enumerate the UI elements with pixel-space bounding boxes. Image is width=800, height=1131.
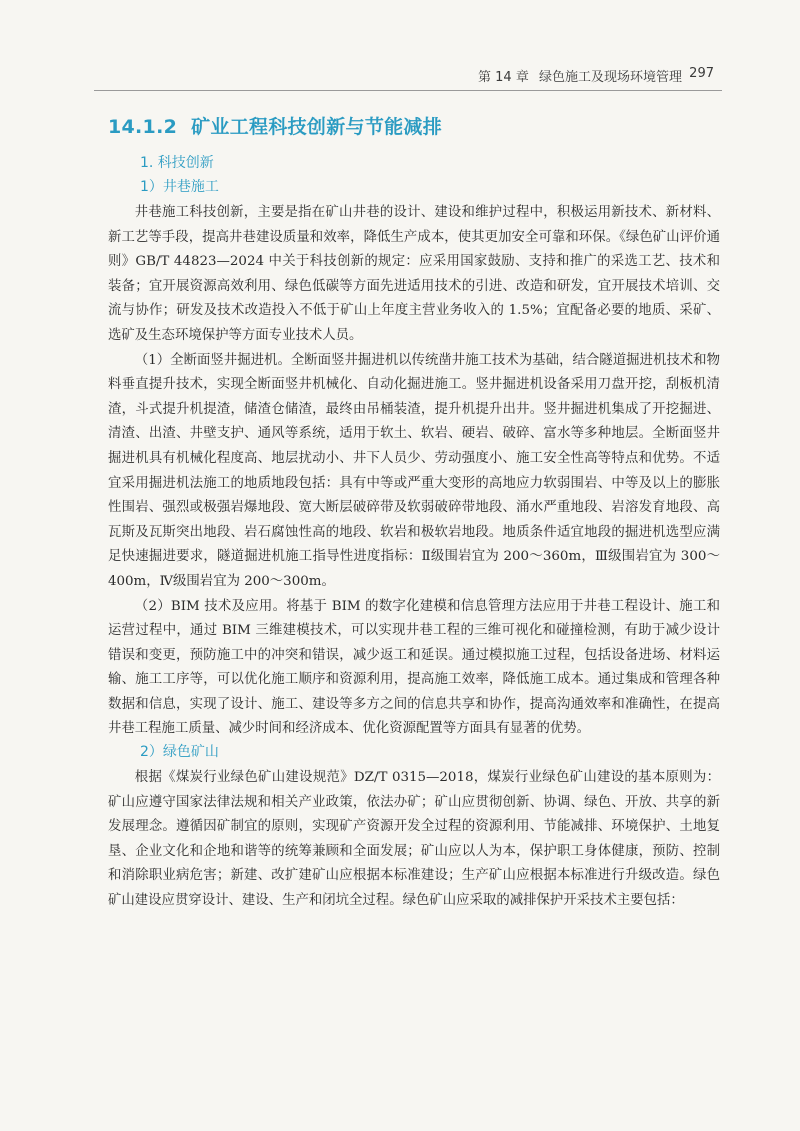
paragraph: （2）BIM 技术及应用。将基于 BIM 的数字化建模和信息管理方法应用于井巷工程设计、施工和运营过程中，通过 BIM 三维建模技术，可以实现井巷工程的三维可视化和碰撞检测，有助于减少设计错误和变更，预防施工中的冲突和错误，减少返工和延误。通过模拟施工过程，包括设备进场、材料运输、施工工序等，可以优化施工顺序和资源利用，提高施工效率，降低施工成本。通过集成和管理各种数据和信息，实现了设计、施工、建设等多方之间的信息共享和协作，提高沟通效率和准确性，在提高井巷工程施工质量、减少时间和经济成本、优化资源配置等方面具有显著的优势。: [108, 598, 720, 737]
section-heading: 矿业工程科技创新与节能减排: [191, 116, 443, 138]
subsection-heading: 1. 科技创新: [140, 155, 214, 171]
page-header: [0, 0, 800, 92]
section-number: 14.1.2: [108, 116, 178, 138]
chapter-title: 绿色施工及现场环境管理: [538, 70, 682, 85]
paragraph: 井巷施工科技创新，主要是指在矿山井巷的设计、建设和维护过程中，积极运用新技术、新材料、新工艺等手段，提高井巷建设质量和效率，降低生产成本，使其更加安全可靠和环保。《绿色矿山评价通则》GB/T 44823—2024 中关于科技创新的规定：应采用国家鼓励、支持和推广的采选工艺、技术和装备；宜开展资源高效利用、绿色低碳等方面先进适用技术的引进、改造和研发，宜开展技术培训、交流与协作；研发及技术改造投入不低于矿山上年度主营业务收入的 1.5%；宜配备必要的地质、采矿、选矿及生态环境保护等方面专业技术人员。: [108, 205, 720, 343]
item-heading-shaft: 1）井巷施工: [140, 179, 219, 195]
chapter-label: 第 14 章: [478, 70, 529, 85]
paragraph: 根据《煤炭行业绿色矿山建设规范》DZ/T 0315—2018，煤炭行业绿色矿山建设的基本原则为：矿山应遵守国家法律法规和相关产业政策，依法办矿；矿山应贯彻创新、协调、绿色、开放、共享的新发展理念。遵循因矿制宜的原则，实现矿产资源开发全过程的资源利用、节能减排、环境保护、土地复垦、企业文化和企地和谐等的统筹兼顾和全面发展；矿山应以人为本，保护职工身体健康，预防、控制和消除职业病危害；新建、改扩建矿山应根据本标准建设；生产矿山应根据本标准进行升级改造。绿色矿山建设应贯穿设计、建设、生产和闭坑全过程。绿色矿山应采取的减排保护开采技术主要包括：: [108, 770, 720, 909]
header-divider: [94, 90, 722, 91]
page-number: 297: [689, 66, 714, 81]
item-heading-green-mine: 2）绿色矿山: [140, 744, 219, 761]
running-head: [478, 66, 682, 85]
page-body: [108, 112, 720, 914]
section-title: [108, 112, 720, 139]
paragraph: （1）全断面竖井掘进机。全断面竖井掘进机以传统凿井施工技术为基础，结合隧道掘进机技术和物料垂直提升技术，实现全断面竖井机械化、自动化掘进施工。竖井掘进机设备采用刀盘开挖，刮板机清渣，斗式提升机提渣，储渣仓储渣，最终由吊桶装渣，提升机提升出井。竖井掘进机集成了开挖掘进、清渣、出渣、井壁支护、通风等系统，适用于软土、软岩、硬岩、破碎、富水等多种地层。全断面竖井掘进机具有机械化程度高、地层扰动小、井下人员少、劳动强度小、施工安全性高等特点和优势。不适宜采用掘进机法施工的地质地段包括：具有中等或严重大变形的高地应力软弱围岩、中等及以上的膨胀性围岩、强烈或极强岩爆地段、宽大断层破碎带及软弱破碎带地段、涌水严重地段、岩溶发育地段、高瓦斯及瓦斯突出地段、岩石腐蚀性高的地段、软岩和极软岩地段。地质条件适宜地段的掘进机选型应满足快速掘进要求，隧道掘进机施工指导性进度指标：Ⅱ级围岩宜为 200～360m，Ⅲ级围岩宜为 300～400m，Ⅳ级围岩宜为 200～300m。: [108, 352, 720, 589]
